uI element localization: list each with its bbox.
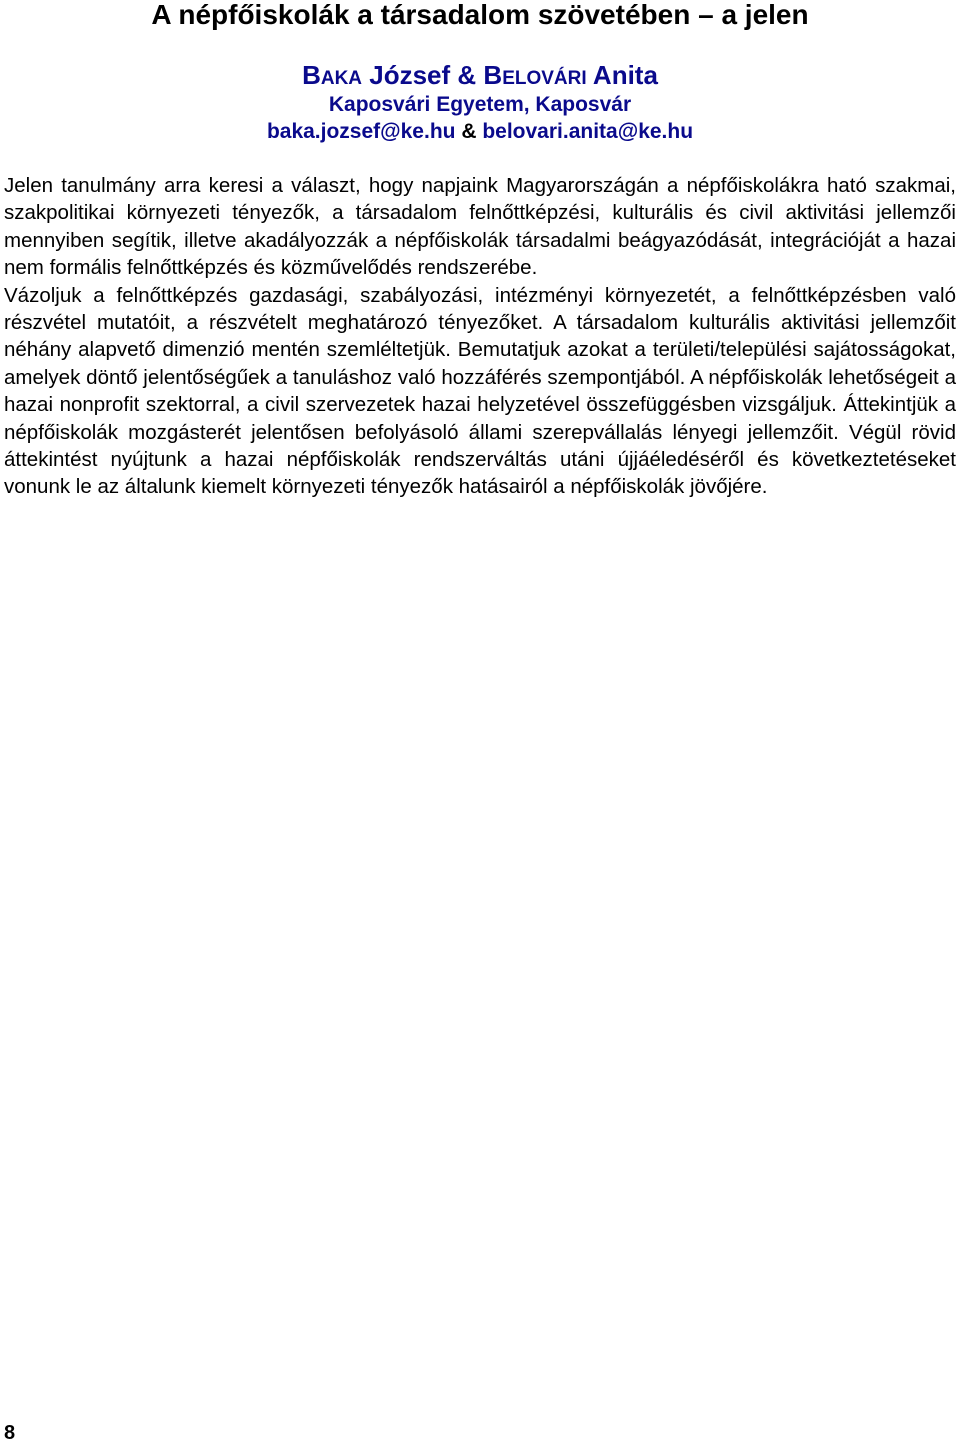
email-line [0,119,960,145]
page-number: 8 [4,1422,16,1444]
author2-surname-initial: B [483,60,503,90]
author-line [0,60,960,94]
author2-surname-smallcaps: ELOVÁRI [502,68,587,89]
abstract [4,172,956,501]
author1-surname-smallcaps: AKA [320,68,363,89]
author2-given-name: Anita [586,60,658,90]
author1-surname-initial: B [302,60,321,90]
abstract-paragraph-1: Jelen tanulmány arra keresi a választ, hogy napjaink Magyarországán a népfőiskolákra ható szakmai, szakpolitikai környezeti tényezők, a társadalom felnőttképzési, kulturális és civil aktivitási jellemzői mennyiben segítik, illetve akadályozzák a népfőiskolák társadalmi beágyazódását, integrációját a hazai nem formális felnőttképzés és közművelődés rendszerébe. [4,174,956,280]
author1-given-name: József [362,60,451,90]
article-title: A népfőiskolák a társadalom szövetében – a jelen [151,0,809,30]
affiliation: Kaposvári Egyetem, Kaposvár [328,93,632,116]
abstract-paragraph-2: Vázoljuk a felnőttképzés gazdasági, szabályozási, intézményi környezetét, a felnőttképzésben való részvétel mutatóit, a részvételt meghatározó tényezőket. A társadalom kulturális aktivitási jellemzőit néhány alapvető dimenzió mentén szemléltetjük. Bemutatjuk azokat a területi/települési sajátosságokat, amelyek döntő jelentőségűek a tanuláshoz való hozzáférés szempontjából. A népfőiskolák lehetőségeit a hazai nonprofit szektorral, a civil szervezetek hazai helyzetével összefüggésben vizsgáljuk. Áttekintjük a népfőiskolák mozgásterét jelentősen befolyásoló állami szerepvállalás lényegi jellemzőit. Végül rövid áttekintést nyújtunk a hazai népfőiskolák rendszerváltás utáni újjáéledéséről és következtetéseket vonunk le az általunk kiemelt környezeti tényezők hatásairól a népfőiskolák jövőjére. [4,283,956,499]
email-separator: & [455,120,483,143]
email-link-2[interactable]: belovari.anita@ke.hu [482,120,694,143]
email-link-1[interactable]: baka.jozsef@ke.hu [266,120,456,143]
author-connector: & [450,60,484,90]
